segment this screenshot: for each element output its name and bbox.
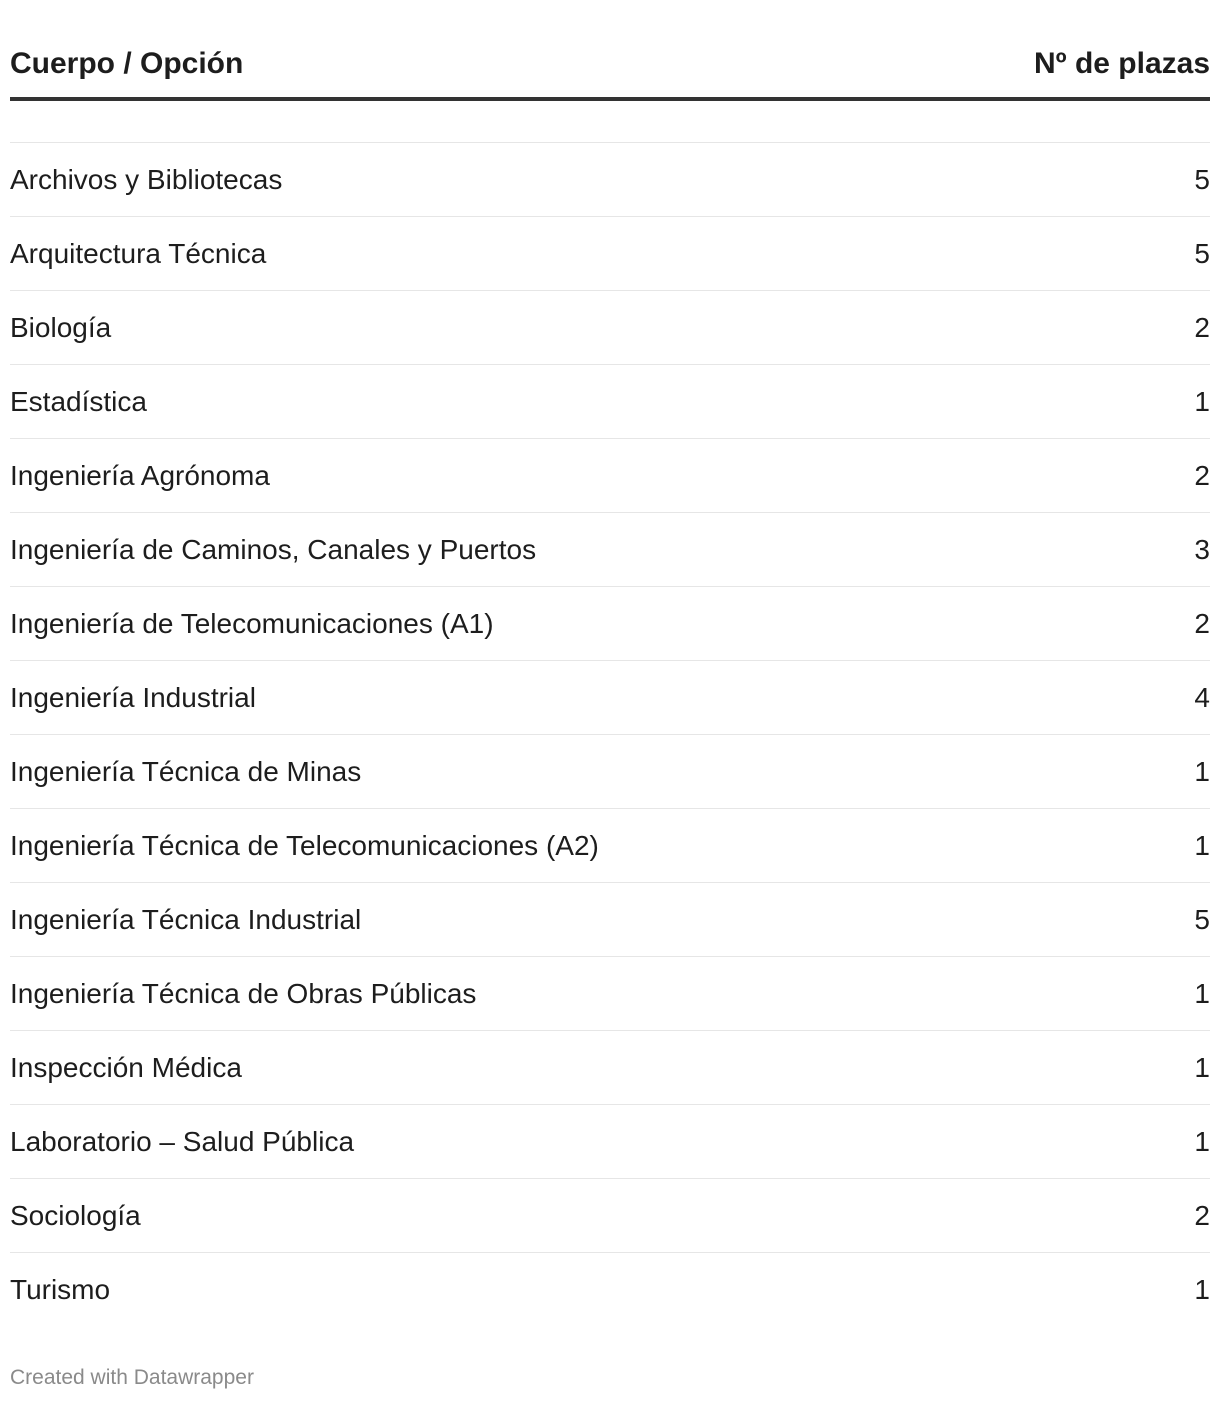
table-body xyxy=(10,143,1210,1327)
row-label: Turismo xyxy=(10,1274,111,1305)
row-label: Ingeniería Industrial xyxy=(10,682,256,713)
table-row xyxy=(10,587,1210,661)
table-row xyxy=(10,1179,1210,1253)
table-row xyxy=(10,439,1210,513)
row-label: Ingeniería Técnica de Minas xyxy=(10,756,362,787)
row-label: Ingeniería Agrónoma xyxy=(10,460,270,491)
row-value: 2 xyxy=(1194,312,1210,343)
table-row xyxy=(10,957,1210,1031)
column-header-plazas[interactable]: Nº de plazas xyxy=(1033,47,1210,80)
row-value: 4 xyxy=(1194,682,1210,713)
table-row xyxy=(10,1105,1210,1179)
table-row xyxy=(10,1253,1210,1327)
table-row xyxy=(10,291,1210,365)
row-value: 1 xyxy=(1194,830,1210,861)
row-label: Estadística xyxy=(10,386,147,417)
table-row xyxy=(10,1031,1210,1105)
column-header-cuerpo[interactable]: Cuerpo / Opción xyxy=(10,47,244,80)
row-label: Ingeniería Técnica de Telecomunicaciones (A2) xyxy=(10,830,599,861)
row-label: Ingeniería Técnica Industrial xyxy=(10,904,362,935)
table-row xyxy=(10,883,1210,957)
table-header xyxy=(10,0,1210,101)
row-label: Ingeniería de Telecomunicaciones (A1) xyxy=(10,608,494,639)
row-label: Ingeniería de Caminos, Canales y Puertos xyxy=(10,534,537,565)
row-value: 5 xyxy=(1194,238,1210,269)
row-value: 1 xyxy=(1194,386,1210,417)
row-value: 5 xyxy=(1194,904,1210,935)
row-value: 3 xyxy=(1194,534,1210,565)
row-label: Inspección Médica xyxy=(10,1052,242,1083)
row-value: 1 xyxy=(1194,1126,1210,1157)
row-value: 1 xyxy=(1194,756,1210,787)
row-value: 1 xyxy=(1194,1052,1210,1083)
row-label: Laboratorio – Salud Pública xyxy=(10,1126,355,1157)
row-value: 2 xyxy=(1194,460,1210,491)
row-value: 2 xyxy=(1194,1200,1210,1231)
row-label: Arquitectura Técnica xyxy=(10,238,267,269)
table-row xyxy=(10,735,1210,809)
row-value: 1 xyxy=(1194,978,1210,1009)
row-value: 5 xyxy=(1194,164,1210,195)
table-row xyxy=(10,513,1210,587)
row-label: Archivos y Bibliotecas xyxy=(10,164,283,195)
row-label: Ingeniería Técnica de Obras Públicas xyxy=(10,978,477,1009)
row-value: 1 xyxy=(1194,1274,1210,1305)
row-label: Sociología xyxy=(10,1200,141,1231)
table-row xyxy=(10,217,1210,291)
datawrapper-credit[interactable]: Created with Datawrapper xyxy=(10,1366,254,1389)
table-row xyxy=(10,809,1210,883)
row-label: Biología xyxy=(10,312,112,343)
row-value: 2 xyxy=(1194,608,1210,639)
table-row xyxy=(10,143,1210,217)
table-row xyxy=(10,661,1210,735)
table-row xyxy=(10,365,1210,439)
